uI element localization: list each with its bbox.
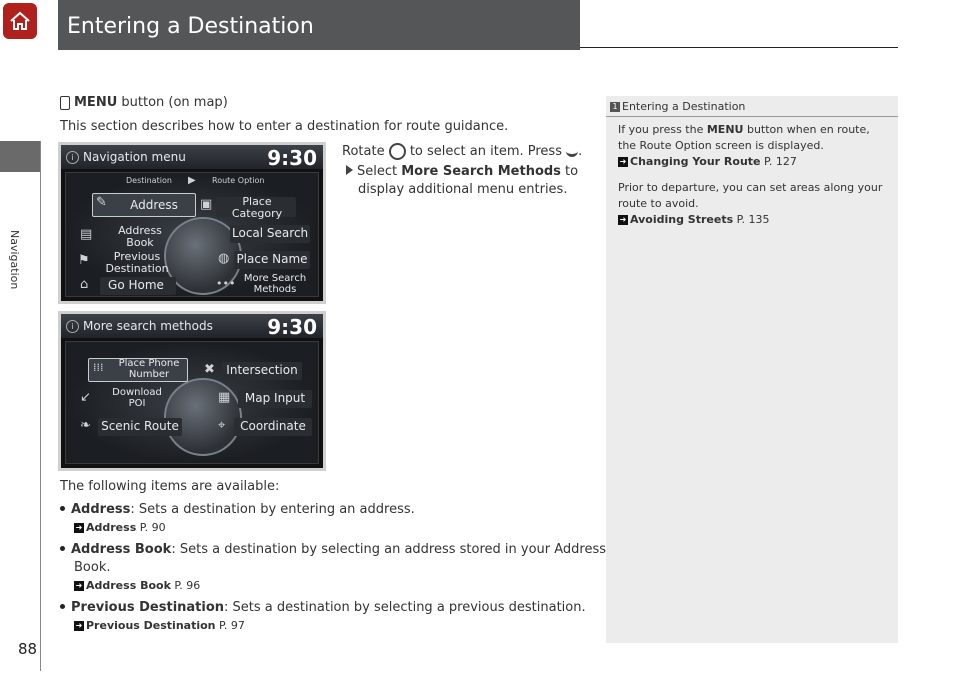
home-icon bbox=[8, 9, 32, 33]
home-button[interactable] bbox=[3, 3, 37, 39]
go-home-icon: ⌂ bbox=[80, 277, 89, 292]
step-rotate bbox=[342, 143, 582, 160]
ref-title: Address Book bbox=[86, 579, 171, 592]
note-heading bbox=[610, 100, 745, 113]
note-ref-changing-route[interactable] bbox=[618, 155, 797, 168]
step-rotate-a: Rotate bbox=[342, 144, 389, 159]
reference-arrow-icon: ➜ bbox=[75, 523, 83, 532]
phone-keypad-icon: ⁞⁞⁞ bbox=[93, 361, 104, 374]
item-address-ref[interactable] bbox=[74, 521, 166, 534]
item-desc: : Sets a destination by selecting a previous destination. bbox=[224, 600, 586, 615]
info-icon: i bbox=[66, 320, 79, 333]
page-number: 88 bbox=[18, 640, 38, 658]
reference-arrow-icon: ➜ bbox=[75, 621, 83, 630]
screen-body bbox=[65, 172, 319, 297]
menu-label-place-name: Place Name bbox=[236, 252, 308, 266]
note-ref-title: Avoiding Streets bbox=[630, 213, 734, 226]
screen-header bbox=[61, 145, 323, 169]
menu-label-map-input: Map Input bbox=[244, 391, 306, 405]
menu-label: MENU bbox=[74, 95, 118, 110]
note-line-4: Prior to departure, you can set areas along your bbox=[618, 181, 883, 194]
note-line-2: the Route Option screen is displayed. bbox=[618, 139, 824, 152]
more-search-methods-screenshot bbox=[58, 311, 326, 471]
step-select-b: More Search Methods bbox=[401, 164, 561, 179]
menu-label-local-search: Local Search bbox=[232, 226, 309, 240]
intro-text: This section describes how to enter a destination for route guidance. bbox=[60, 119, 509, 134]
note-heading-text: Entering a Destination bbox=[622, 100, 746, 113]
note-line-1 bbox=[618, 123, 870, 136]
scenic-route-icon: ❧ bbox=[80, 418, 91, 433]
download-line1: Download bbox=[112, 387, 162, 398]
note-l1b: MENU bbox=[706, 123, 744, 136]
note-line-5: route to avoid. bbox=[618, 197, 699, 210]
ref-title: Address bbox=[86, 521, 137, 534]
step-arrow-icon bbox=[346, 165, 353, 175]
item-desc: : Sets a destination by selecting an address stored in your Address bbox=[171, 542, 607, 557]
menu-label-place-category bbox=[226, 196, 288, 219]
crumb-destination: Destination bbox=[126, 176, 172, 185]
screen-title: More search methods bbox=[83, 319, 213, 333]
previous-destination-icon: ⚑ bbox=[78, 253, 90, 268]
menu-label-address: Address bbox=[130, 198, 178, 212]
note-l1c: button when en route, bbox=[743, 123, 870, 136]
intersection-icon: ✖ bbox=[204, 362, 215, 377]
step-select bbox=[346, 164, 578, 179]
place-category-icon: ▣ bbox=[200, 197, 213, 212]
section-tab[interactable] bbox=[0, 141, 40, 172]
reference-arrow-icon: ➜ bbox=[619, 215, 627, 224]
addr-book-line2: Book bbox=[126, 235, 154, 249]
rotary-knob bbox=[164, 378, 242, 456]
phone-line1: Place Phone bbox=[118, 358, 180, 369]
map-input-icon: ▦ bbox=[218, 390, 231, 405]
crumb-arrow-icon: ▶ bbox=[188, 175, 196, 186]
menu-label-intersection: Intersection bbox=[226, 363, 298, 377]
note-marker-icon: 1 bbox=[610, 102, 620, 112]
item-previous-destination bbox=[60, 600, 586, 615]
screen-clock: 9:30 bbox=[267, 146, 317, 170]
step-rotate-c: . bbox=[578, 144, 583, 159]
note-ref-page: P. 135 bbox=[733, 213, 770, 226]
menu-item-previous-destination[interactable] bbox=[102, 251, 172, 274]
press-icon bbox=[566, 146, 578, 157]
place-name-icon: ◍ bbox=[218, 251, 230, 266]
ref-page: P. 97 bbox=[219, 619, 245, 632]
menu-label-go-home: Go Home bbox=[108, 278, 164, 292]
addr-book-line1: Address bbox=[118, 224, 162, 237]
step-select-c: to bbox=[560, 164, 579, 179]
prev-dest-line1: Previous bbox=[113, 250, 161, 263]
menu-suffix: button (on map) bbox=[117, 95, 228, 110]
menu-item-download-poi[interactable] bbox=[106, 388, 168, 409]
coordinate-icon: ⌖ bbox=[218, 418, 226, 433]
section-label: Navigation bbox=[8, 230, 21, 290]
note-ref-avoiding-streets[interactable] bbox=[618, 213, 770, 226]
rotate-icon bbox=[389, 143, 406, 160]
navigation-menu-screenshot bbox=[58, 142, 326, 304]
side-divider bbox=[40, 141, 41, 671]
bullet-icon bbox=[60, 506, 65, 511]
ref-page: P. 90 bbox=[139, 521, 166, 534]
menu-label-scenic-route: Scenic Route bbox=[101, 419, 179, 433]
item-address bbox=[60, 502, 415, 517]
note-box bbox=[606, 96, 898, 643]
item-name: Previous Destination bbox=[71, 600, 225, 615]
screen-clock: 9:30 bbox=[267, 315, 317, 339]
download-poi-icon: ↙ bbox=[80, 390, 91, 405]
reference-arrow-icon: ➜ bbox=[619, 157, 627, 166]
step-select-a: Select bbox=[357, 164, 402, 179]
menu-label-place-phone-number bbox=[114, 359, 184, 380]
menu-key-icon bbox=[60, 96, 70, 110]
item-desc: : Sets a destination by entering an address. bbox=[130, 502, 415, 517]
screen-header bbox=[61, 314, 323, 338]
place-cat-line1: Place bbox=[242, 195, 272, 208]
more-line2: Methods bbox=[253, 283, 297, 295]
item-name: Address bbox=[71, 502, 131, 517]
title-divider bbox=[580, 47, 898, 48]
note-ref-title: Changing Your Route bbox=[630, 155, 761, 168]
info-icon: i bbox=[66, 151, 79, 164]
step-select-line2: display additional menu entries. bbox=[358, 182, 568, 197]
reference-arrow-icon: ➜ bbox=[75, 581, 83, 590]
screen-body bbox=[65, 341, 319, 464]
menu-item-more-search-methods[interactable] bbox=[240, 274, 310, 295]
address-book-icon: ▤ bbox=[80, 227, 93, 242]
more-icon: ••• bbox=[216, 277, 236, 290]
bullet-icon bbox=[60, 546, 65, 551]
page-title: Entering a Destination bbox=[67, 14, 314, 39]
item-name: Address Book bbox=[71, 542, 172, 557]
address-icon: ✎ bbox=[96, 195, 107, 210]
note-heading-rule bbox=[606, 116, 898, 117]
item-previous-destination-ref[interactable] bbox=[74, 619, 245, 632]
screen-title: Navigation menu bbox=[83, 150, 186, 164]
prev-dest-line2: Destination bbox=[105, 261, 169, 275]
download-line2: POI bbox=[128, 397, 146, 409]
note-l1a: If you press the bbox=[618, 123, 707, 136]
ref-page: P. 96 bbox=[174, 579, 201, 592]
phone-line2: Number bbox=[128, 368, 170, 380]
note-ref-page: P. 127 bbox=[760, 155, 797, 168]
item-address-book-line2: Book. bbox=[74, 560, 111, 575]
more-line1: More Search bbox=[243, 273, 307, 284]
place-cat-line2: Category bbox=[231, 206, 283, 220]
ref-title: Previous Destination bbox=[86, 619, 216, 632]
menu-item-address-book[interactable] bbox=[112, 225, 168, 248]
item-address-book-ref[interactable] bbox=[74, 579, 200, 592]
menu-label-coordinate: Coordinate bbox=[240, 419, 306, 433]
menu-line bbox=[60, 95, 228, 110]
step-rotate-b: to select an item. Press bbox=[405, 144, 567, 159]
available-text: The following items are available: bbox=[60, 479, 280, 494]
item-address-book bbox=[60, 542, 606, 557]
bullet-icon bbox=[60, 604, 65, 609]
crumb-route-option: Route Option bbox=[212, 176, 265, 185]
